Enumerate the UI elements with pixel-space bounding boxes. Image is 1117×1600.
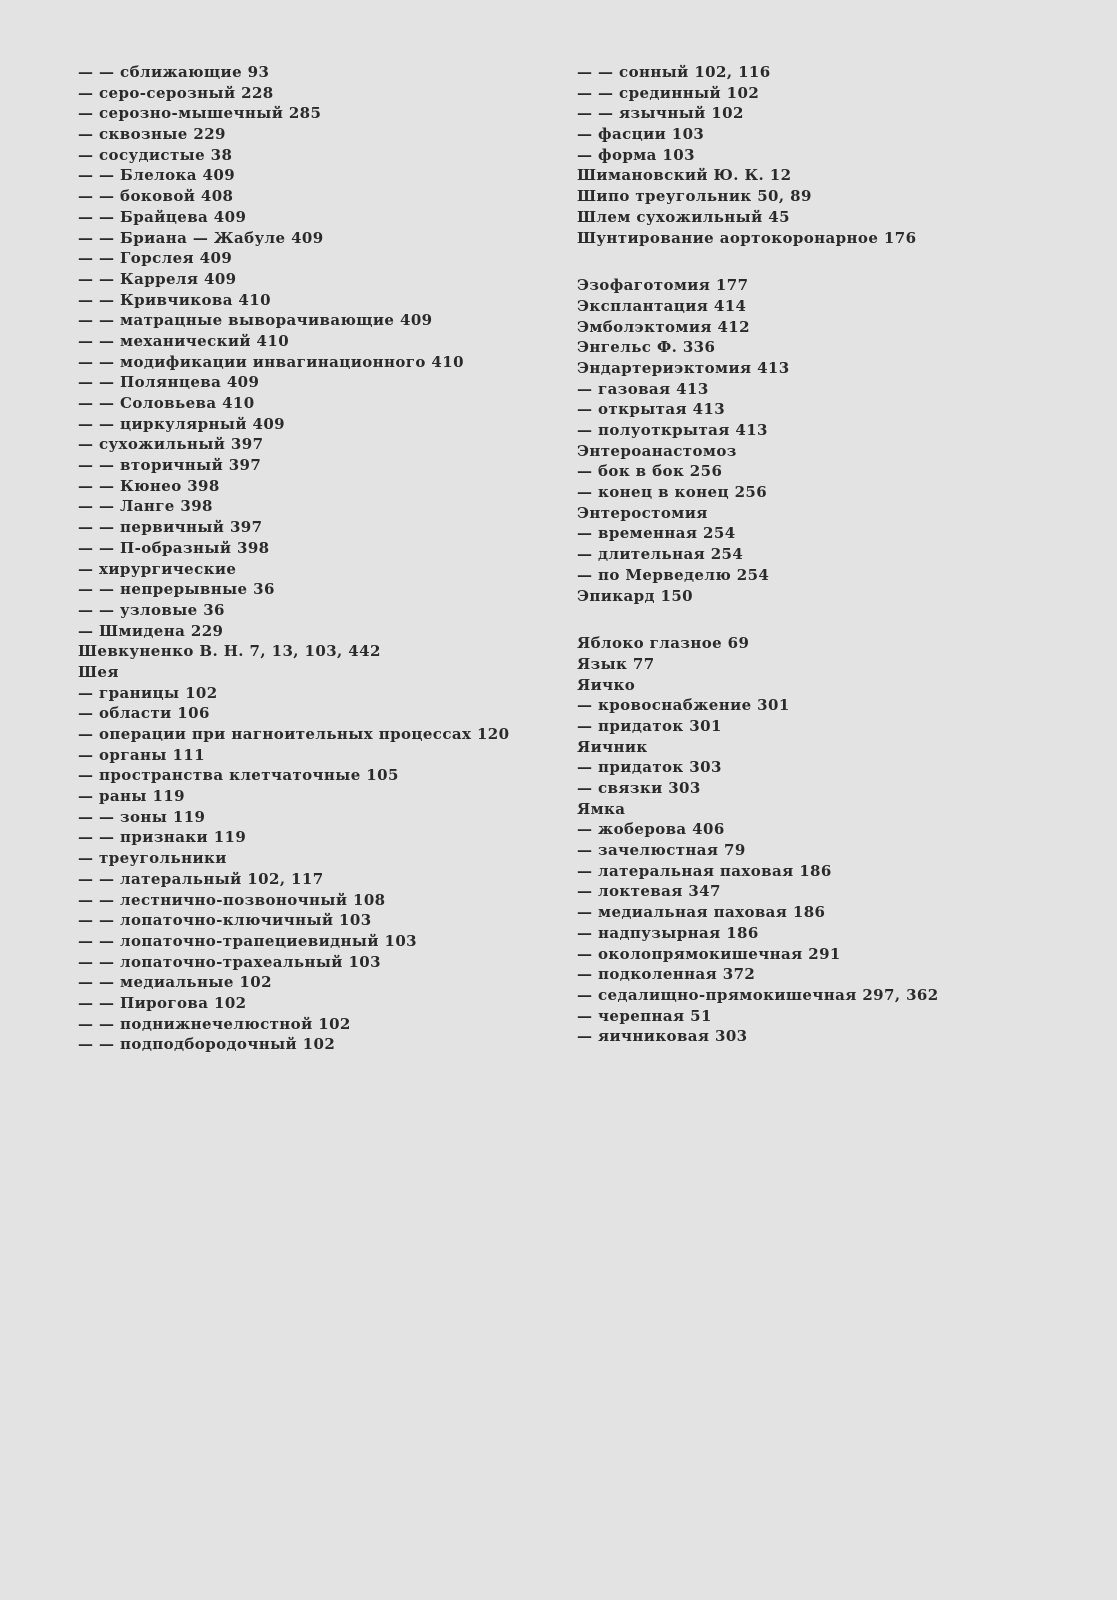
index-entry: — по Мерведелю 254 bbox=[577, 565, 770, 584]
index-entry: — кровоснабжение 301 bbox=[577, 696, 790, 715]
index-entry: — — медиальные 102 bbox=[78, 973, 272, 992]
index-entry: — подколенная 372 bbox=[577, 965, 756, 984]
index-entry: — сосудистые 38 bbox=[78, 145, 233, 164]
index-entry: — треугольники bbox=[78, 849, 227, 868]
index-entry: — Шмидена 229 bbox=[78, 621, 224, 640]
index-entry: — серозно-мышечный 285 bbox=[78, 104, 322, 123]
index-entry: — локтевая 347 bbox=[577, 882, 721, 901]
index-entry: — хирургические bbox=[78, 559, 237, 578]
index-entry: Ямка bbox=[577, 799, 626, 818]
index-entry: — газовая 413 bbox=[577, 379, 709, 398]
index-entry: — — Бриана — Жабуле 409 bbox=[78, 228, 324, 247]
index-entry: — — лопаточно-трахеальный 103 bbox=[78, 952, 381, 971]
index-entry: — — Ланге 398 bbox=[78, 497, 213, 516]
index-entry: Шипо треугольник 50, 89 bbox=[577, 187, 812, 206]
index-entry: — — язычный 102 bbox=[577, 104, 744, 123]
index-entry: — — Карреля 409 bbox=[78, 269, 237, 288]
section-gap bbox=[577, 606, 1097, 633]
index-entry: Шунтирование аортокоронарное 176 bbox=[577, 228, 917, 247]
index-entry: — временная 254 bbox=[577, 524, 736, 543]
index-entry: — открытая 413 bbox=[577, 400, 726, 419]
index-entry: Шимановский Ю. К. 12 bbox=[577, 166, 792, 185]
index-entry: — — поднижнечелюстной 102 bbox=[78, 1014, 351, 1033]
index-entry: — — Кюнео 398 bbox=[78, 476, 220, 495]
index-entry: — длительная 254 bbox=[577, 545, 744, 564]
index-entry: Яичник bbox=[577, 737, 648, 756]
index-entry: — — первичный 397 bbox=[78, 518, 263, 537]
index-entry: — бок в бок 256 bbox=[577, 462, 723, 481]
index-entry: — — механический 410 bbox=[78, 331, 290, 350]
index-entry: — — вторичный 397 bbox=[78, 456, 262, 475]
index-entry: Эпикард 150 bbox=[577, 586, 694, 605]
index-entry: Эндартериэктомия 413 bbox=[577, 358, 790, 377]
index-entry: — конец в конец 256 bbox=[577, 483, 768, 502]
index-entry: — — признаки 119 bbox=[78, 828, 247, 847]
index-entry: Шевкуненко В. Н. 7, 13, 103, 442 bbox=[78, 642, 381, 661]
index-entry: — латеральная паховая 186 bbox=[577, 861, 832, 880]
index-entry: — зачелюстная 79 bbox=[577, 841, 746, 860]
index-entry: — — Блелока 409 bbox=[78, 166, 236, 185]
index-entry: Яблоко глазное 69 bbox=[577, 634, 750, 653]
index-entry: — связки 303 bbox=[577, 779, 701, 797]
index-column-left bbox=[78, 62, 548, 1055]
index-entry: Язык 77 bbox=[577, 654, 655, 673]
index-entry: — — сближающие 93 bbox=[78, 63, 270, 81]
index-entry: — — Соловьева 410 bbox=[78, 394, 255, 412]
index-entry: — органы 111 bbox=[78, 745, 205, 764]
index-entry: — сквозные 229 bbox=[78, 125, 226, 144]
index-entry: — — циркулярный 409 bbox=[78, 414, 285, 433]
index-entry: — околопрямокишечная 291 bbox=[577, 944, 841, 963]
index-entry: — — лестнично-позвоночный 108 bbox=[78, 890, 386, 909]
index-entry: — форма 103 bbox=[577, 145, 695, 164]
index-entry: Эзофаготомия 177 bbox=[577, 276, 749, 295]
index-entry: — фасции 103 bbox=[577, 125, 705, 144]
index-entry: — — Пирогова 102 bbox=[78, 993, 247, 1012]
index-entry: — надпузырная 186 bbox=[577, 923, 759, 942]
index-entry: — — подподбородочный 102 bbox=[78, 1035, 336, 1054]
index-entry: — — Брайцева 409 bbox=[78, 207, 247, 226]
index-entry: — раны 119 bbox=[78, 787, 185, 806]
index-entry: — — боковой 408 bbox=[78, 187, 234, 206]
index-column-right bbox=[577, 62, 1097, 1047]
index-entry: — — латеральный 102, 117 bbox=[78, 869, 324, 888]
index-entry: — границы 102 bbox=[78, 683, 218, 702]
index-entry: — — лопаточно-трапециевидный 103 bbox=[78, 931, 418, 950]
index-entry: — — непрерывные 36 bbox=[78, 580, 275, 599]
index-entry: Эксплантация 414 bbox=[577, 296, 747, 315]
section-gap bbox=[577, 248, 1097, 275]
index-entry: — — сонный 102, 116 bbox=[577, 63, 771, 81]
index-entry: — седалищно-прямокишечная 297, 362 bbox=[577, 985, 939, 1004]
index-entry: — жоберова 406 bbox=[577, 820, 725, 839]
index-entry: Энтероанастомоз bbox=[577, 441, 737, 460]
index-entry: Шлем сухожильный 45 bbox=[577, 207, 790, 226]
index-entry: — — лопаточно-ключичный 103 bbox=[78, 911, 372, 930]
index-entry: — операции при нагноительных процессах 120 bbox=[78, 725, 510, 743]
index-entry: — области 106 bbox=[78, 704, 210, 723]
index-entry: — — Полянцева 409 bbox=[78, 373, 260, 392]
index-entry: — — узловые 36 bbox=[78, 600, 225, 619]
index-entry: — придаток 301 bbox=[577, 716, 722, 735]
index-entry: Эмболэктомия 412 bbox=[577, 317, 750, 336]
index-entry: — — Горслея 409 bbox=[78, 249, 233, 268]
index-entry: — медиальная паховая 186 bbox=[577, 903, 826, 922]
index-entry: — яичниковая 303 bbox=[577, 1027, 748, 1046]
index-entry: Энгельс Ф. 336 bbox=[577, 338, 716, 357]
index-entry: — — срединный 102 bbox=[577, 83, 760, 102]
index-entry: — — модификации инвагинационного 410 bbox=[78, 352, 464, 371]
index-entry: — серо-серозный 228 bbox=[78, 83, 274, 102]
index-entry: Шея bbox=[78, 662, 119, 681]
index-entry: — — зоны 119 bbox=[78, 807, 206, 826]
index-entry: — пространства клетчаточные 105 bbox=[78, 766, 399, 785]
index-entry: Яичко bbox=[577, 675, 636, 694]
index-entry: — черепная 51 bbox=[577, 1006, 712, 1025]
index-entry: — — П-образный 398 bbox=[78, 538, 270, 557]
index-entry: — — Кривчикова 410 bbox=[78, 290, 271, 309]
index-entry: — сухожильный 397 bbox=[78, 435, 264, 454]
index-entry: — придаток 303 bbox=[577, 758, 722, 777]
index-entry: — — матрацные выворачивающие 409 bbox=[78, 311, 433, 330]
index-entry: — полуоткрытая 413 bbox=[577, 421, 768, 439]
index-entry: Энтеростомия bbox=[577, 503, 708, 522]
